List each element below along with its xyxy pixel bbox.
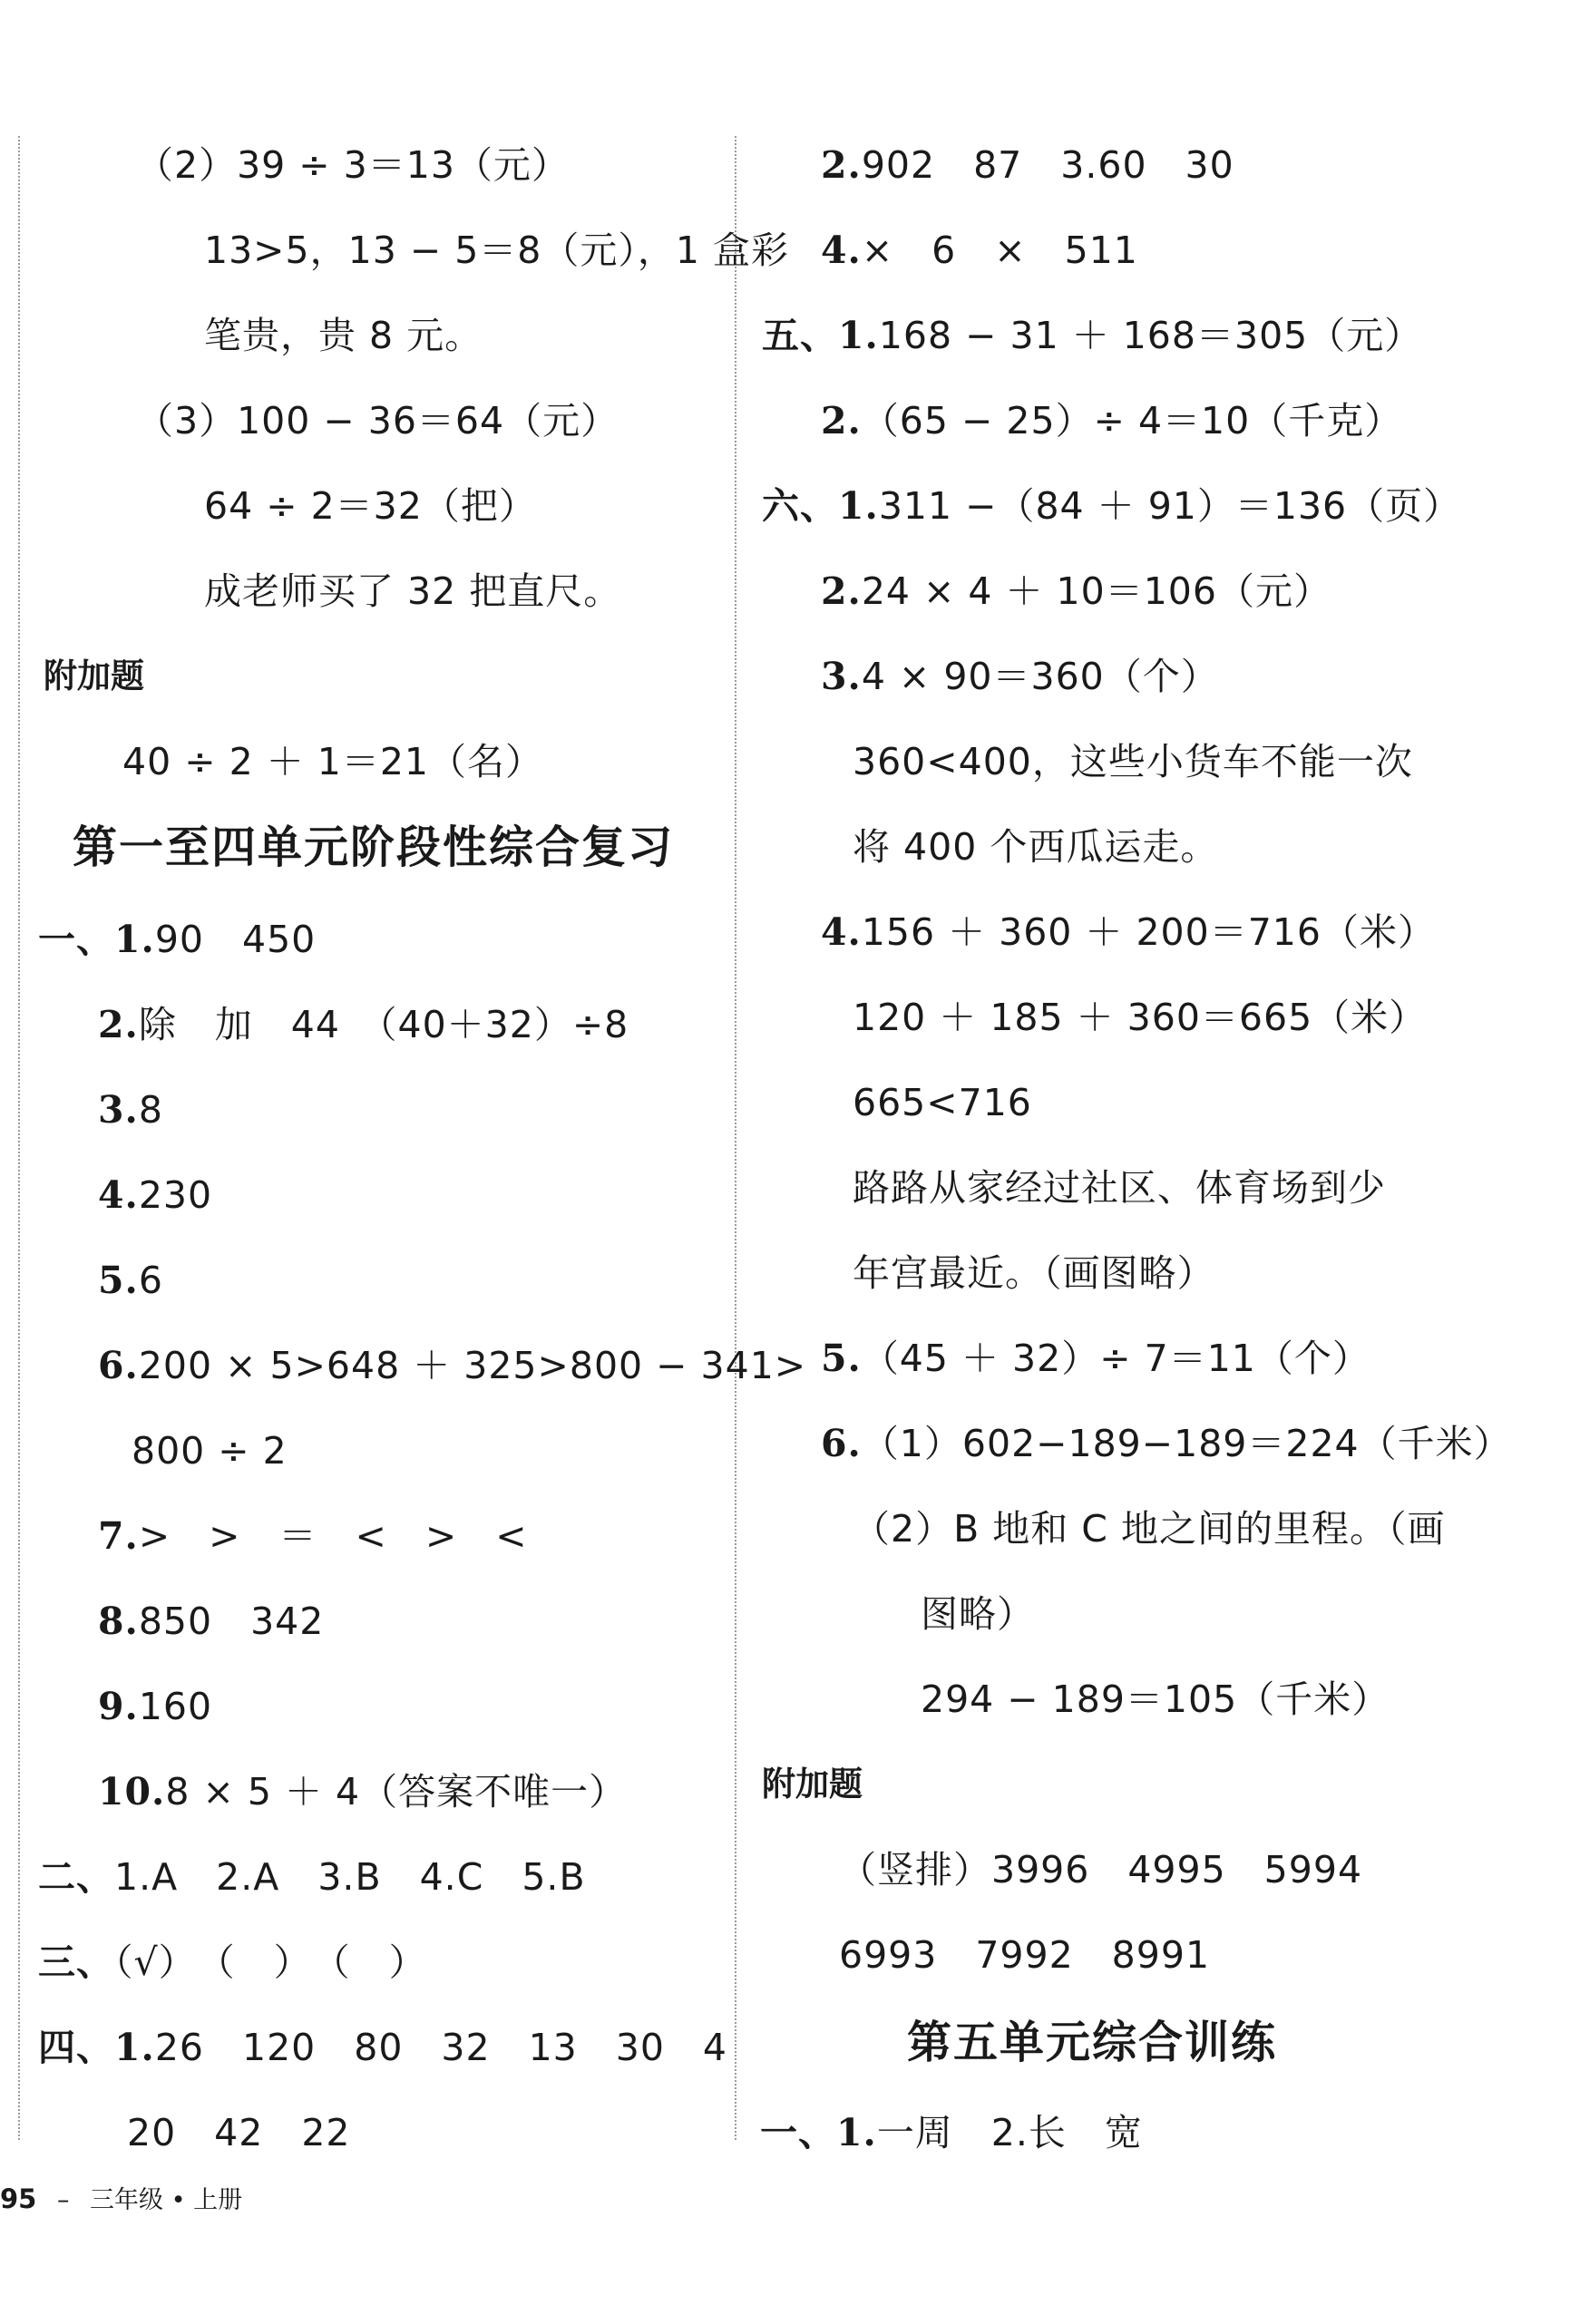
section-title: 第五单元综合训练 xyxy=(907,2017,1278,2068)
answer-line: 四、1.26 120 80 32 13 30 4 xyxy=(38,2026,728,2069)
answer-line: 13>5，13 − 5＝8（元），1 盒彩 xyxy=(204,229,789,272)
answer-line: 10.8 × 5 ＋ 4（答案不唯一） xyxy=(98,1770,628,1813)
answer-line: 图略） xyxy=(921,1592,1035,1636)
answer-line: （2）B 地和 C 地之间的里程。（画 xyxy=(853,1507,1446,1551)
answer-line: （3）100 − 36＝64（元） xyxy=(136,399,619,442)
answer-line: 4.230 xyxy=(98,1173,213,1217)
answer-line: 120 ＋ 185 ＋ 360＝665（米） xyxy=(853,996,1428,1039)
answer-line: 5.6 xyxy=(98,1259,163,1302)
answer-line: 8.850 342 xyxy=(98,1600,325,1643)
section-title: 第一至四单元阶段性综合复习 xyxy=(73,822,675,873)
answer-line: 7.> > ＝ < > < xyxy=(98,1514,528,1558)
left-margin-divider xyxy=(18,136,20,2140)
answer-line: 64 ÷ 2＝32（把） xyxy=(204,484,537,528)
answer-line: 年宫最近。（画图略） xyxy=(853,1251,1215,1295)
page-footer xyxy=(0,2176,242,2222)
answer-line: 294 − 189＝105（千米） xyxy=(921,1677,1390,1721)
answer-line: 665<716 xyxy=(853,1081,1032,1124)
bonus-heading: 附加题 xyxy=(762,1765,863,1804)
answer-line: 6.200 × 5>648 ＋ 325>800 − 341> xyxy=(98,1344,807,1387)
answer-line: 五、1.168 − 31 ＋ 168＝305（元） xyxy=(762,314,1423,357)
answer-line: 笔贵，贵 8 元。 xyxy=(204,314,483,357)
answer-line: 2.902 87 3.60 30 xyxy=(821,143,1234,187)
answer-line: 6.（1）602−189−189＝224（千米） xyxy=(821,1422,1512,1465)
answer-line: 5.（45 ＋ 32）÷ 7＝11（个） xyxy=(821,1337,1370,1380)
answer-line: 六、1.311 −（84 ＋ 91）＝136（页） xyxy=(762,484,1462,528)
answer-line: 40 ÷ 2 ＋ 1＝21（名） xyxy=(122,740,543,783)
answer-line: 3.4 × 90＝360（个） xyxy=(821,655,1219,698)
bonus-heading: 附加题 xyxy=(44,656,144,695)
answer-line: 800 ÷ 2 xyxy=(132,1429,288,1473)
answer-line: 20 42 22 xyxy=(127,2111,351,2154)
answer-line: 2.（65 − 25）÷ 4＝10（千克） xyxy=(821,399,1403,442)
footer-separator: – xyxy=(56,2186,70,2214)
answer-line: 一、1.90 450 xyxy=(38,918,317,961)
answer-line: （2）39 ÷ 3＝13（元） xyxy=(136,143,570,187)
answer-line: 2.除 加 44 （40＋32）÷8 xyxy=(98,1003,629,1046)
answer-line: 2.24 × 4 ＋ 10＝106（元） xyxy=(821,569,1331,613)
page-number: 95 xyxy=(0,2183,37,2214)
answer-line: 成老师买了 32 把直尺。 xyxy=(204,569,622,613)
answer-line: 将 400 个西瓜运走。 xyxy=(853,825,1219,869)
answer-line: 二、1.A 2.A 3.B 4.C 5.B xyxy=(38,1855,586,1899)
answer-line: 路路从家经过社区、体育场到少 xyxy=(853,1166,1386,1210)
answer-line: 4.156 ＋ 360 ＋ 200＝716（米） xyxy=(821,910,1436,954)
answer-line: 9.160 xyxy=(98,1685,213,1728)
answer-line: 3.8 xyxy=(98,1088,163,1132)
grade-label: 三年级 • 上册 xyxy=(90,2186,243,2214)
answer-line: 4.× 6 × 511 xyxy=(821,229,1138,272)
answer-line: 一、1.一周 2.长 宽 xyxy=(760,2111,1143,2154)
answer-line: 360<400，这些小货车不能一次 xyxy=(853,740,1413,783)
answer-line: （竖排）3996 4995 5994 xyxy=(839,1848,1363,1891)
answer-line: 6993 7992 8991 xyxy=(839,1933,1211,1977)
answer-line: 三、（√） （ ） （ ） xyxy=(38,1940,427,1984)
column-divider xyxy=(735,136,736,2140)
